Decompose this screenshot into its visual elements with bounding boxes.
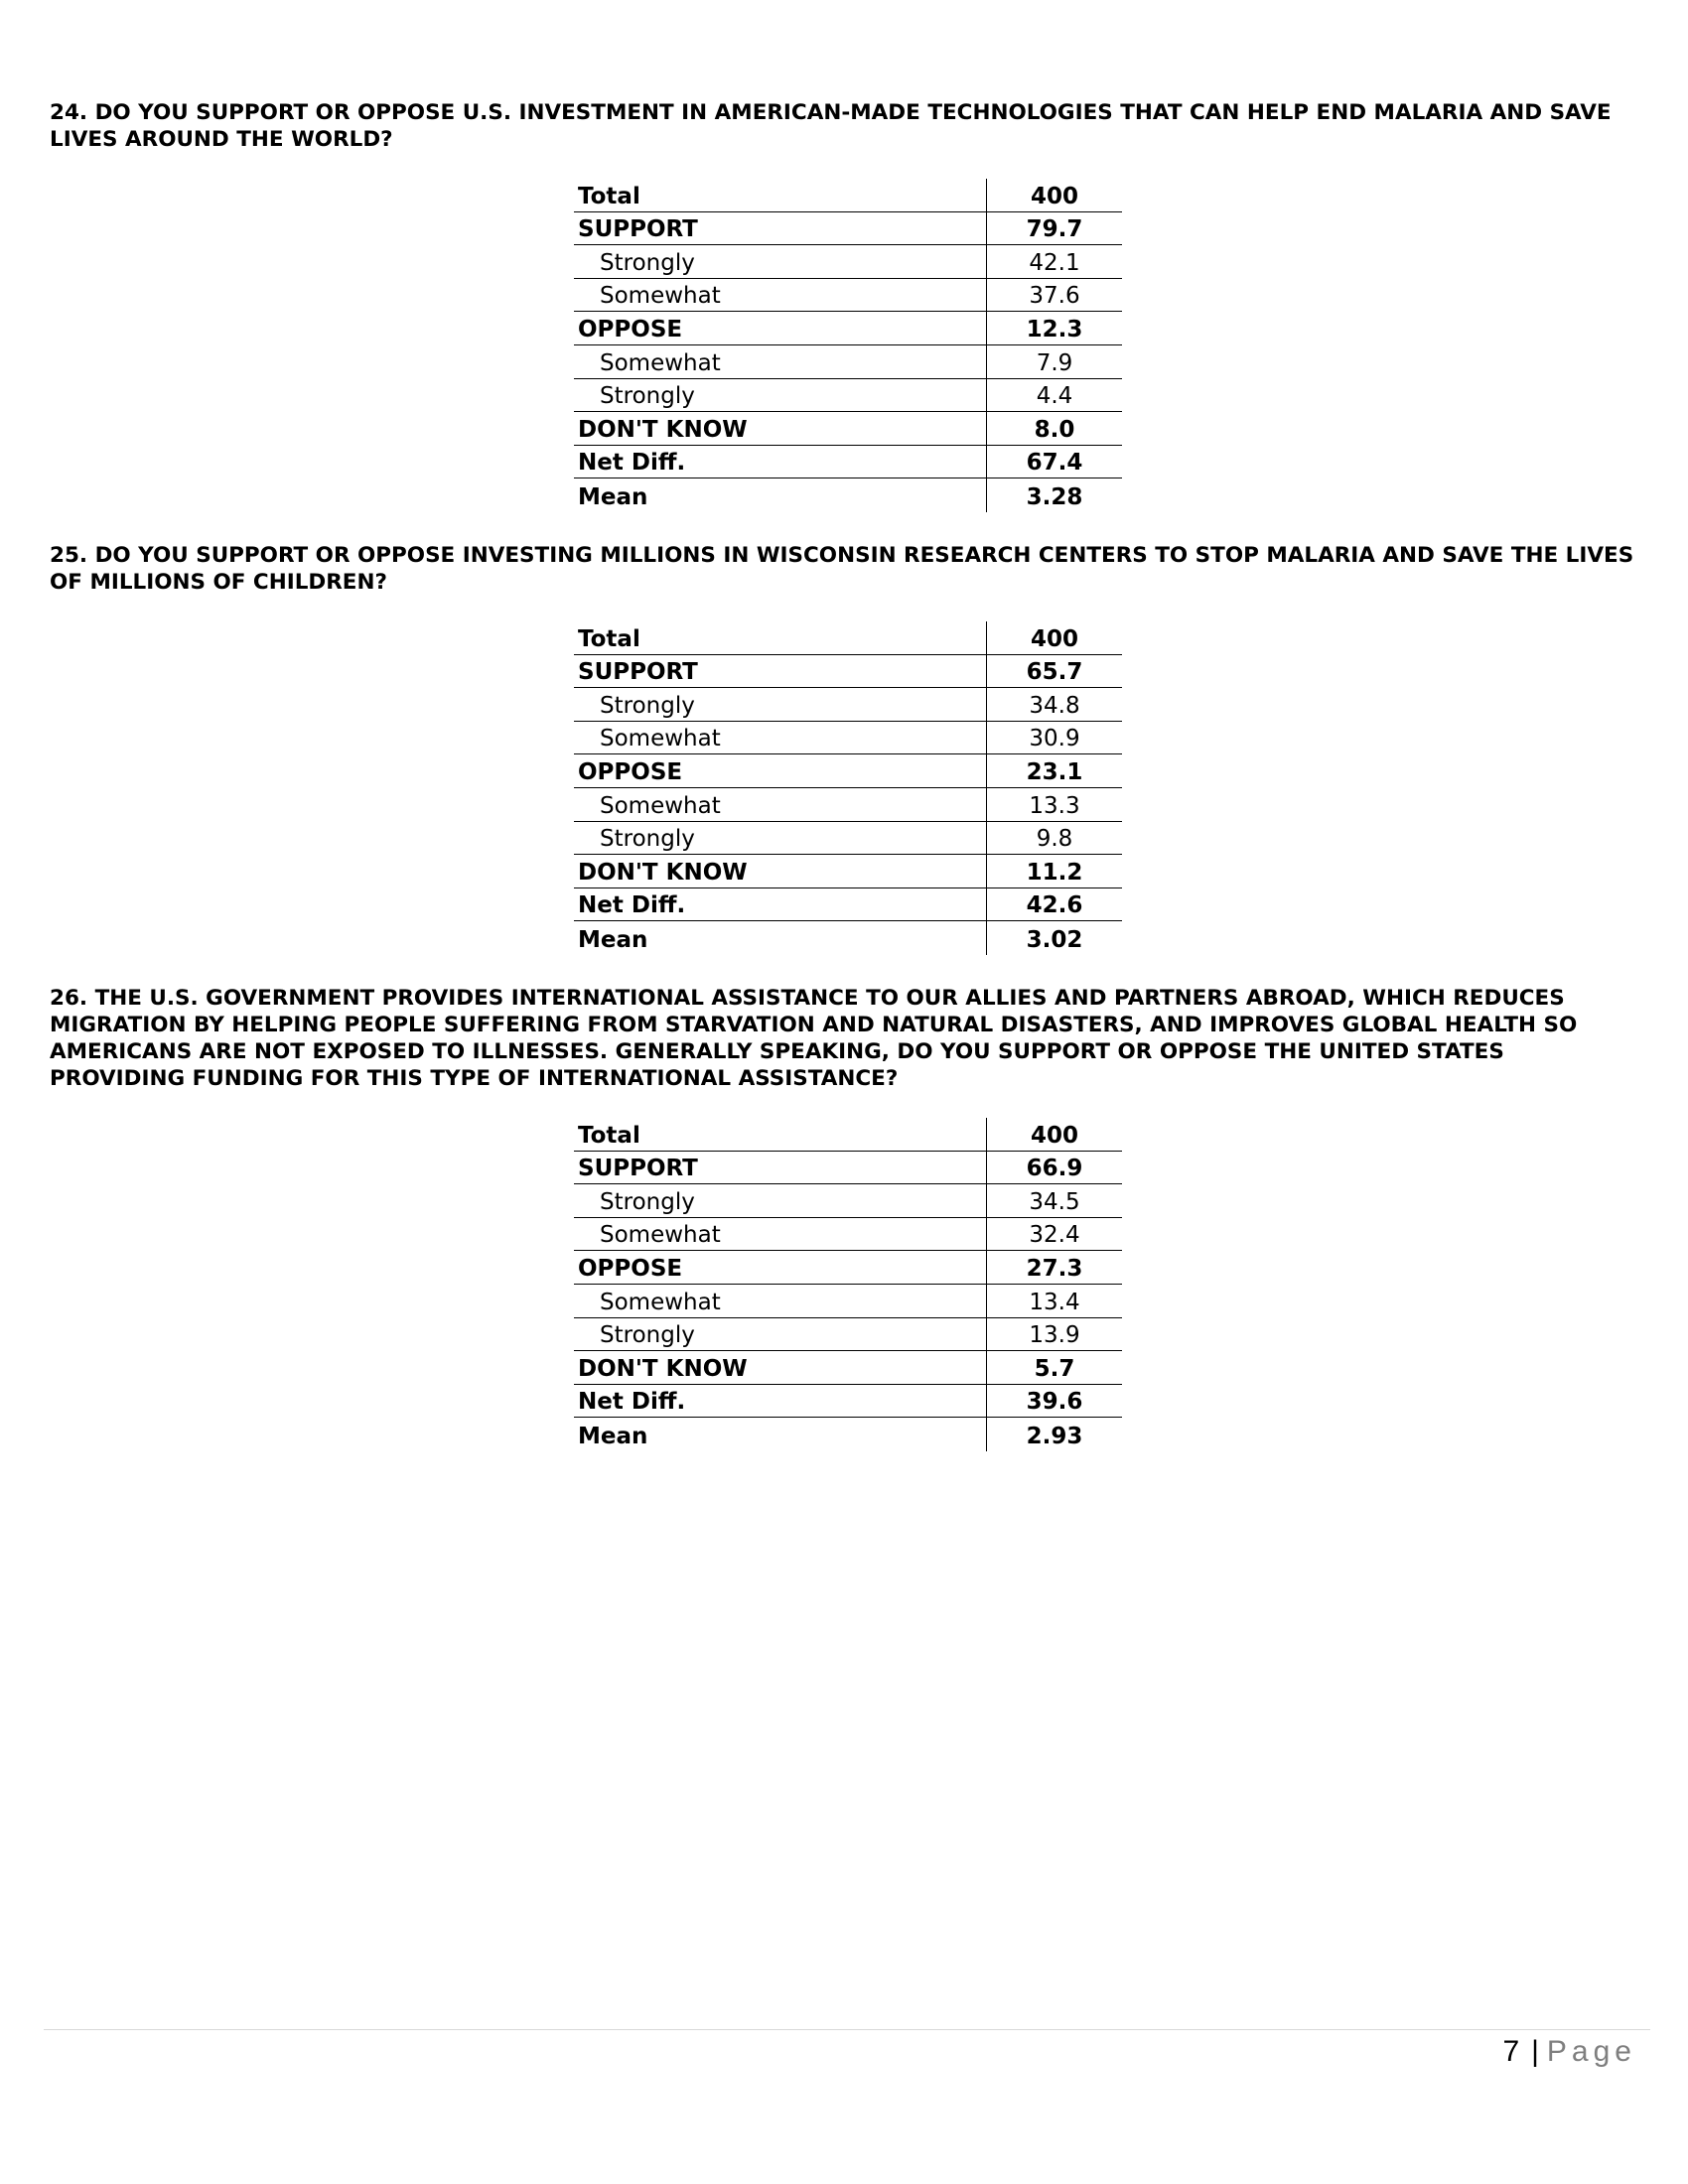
- table-row: [574, 722, 1122, 755]
- row-value: 37.6: [986, 279, 1122, 312]
- row-label: DON'T KNOW: [578, 859, 748, 886]
- row-value: 67.4: [986, 446, 1122, 478]
- row-value: 32.4: [986, 1218, 1122, 1251]
- table-row: [574, 1418, 1122, 1451]
- table-row: [574, 655, 1122, 689]
- row-value: 27.3: [986, 1251, 1122, 1284]
- row-label: Somewhat: [600, 283, 721, 310]
- row-value: 8.0: [986, 412, 1122, 445]
- row-value: 42.6: [986, 888, 1122, 921]
- question-24-text: 24. DO YOU SUPPORT OR OPPOSE U.S. INVESTMENT IN AMERICAN-MADE TECHNOLOGIES THAT CAN HELP END MALARIA AND SAVE LIVES AROUND THE WORLD?: [50, 100, 1612, 152]
- row-value: 30.9: [986, 722, 1122, 754]
- table-row: [574, 788, 1122, 822]
- row-value: 4.4: [986, 379, 1122, 412]
- table-row: [574, 312, 1122, 345]
- row-label: Strongly: [600, 692, 695, 719]
- table-row: [574, 888, 1122, 922]
- table-row: [574, 212, 1122, 246]
- results-table-q25: [574, 621, 1122, 955]
- row-label: Mean: [578, 1423, 648, 1449]
- table-row: [574, 1318, 1122, 1352]
- row-label: Strongly: [600, 826, 695, 853]
- row-label: Mean: [578, 926, 648, 953]
- row-value: 5.7: [986, 1351, 1122, 1384]
- row-value: 65.7: [986, 655, 1122, 688]
- row-label: Net Diff.: [578, 450, 686, 477]
- row-label: Strongly: [600, 383, 695, 410]
- row-value: 79.7: [986, 212, 1122, 245]
- row-label: DON'T KNOW: [578, 1355, 748, 1382]
- table-row: [574, 245, 1122, 279]
- table-row: [574, 279, 1122, 313]
- row-value: 400: [986, 1118, 1122, 1151]
- row-value: 400: [986, 179, 1122, 211]
- row-value: 400: [986, 621, 1122, 654]
- table-row: [574, 1351, 1122, 1385]
- row-value: 23.1: [986, 754, 1122, 787]
- row-label: Net Diff.: [578, 892, 686, 919]
- table-row: [574, 478, 1122, 512]
- row-value: 9.8: [986, 822, 1122, 855]
- table-row: [574, 855, 1122, 888]
- table-row: [574, 754, 1122, 788]
- row-value: 7.9: [986, 345, 1122, 378]
- row-label: Total: [578, 183, 640, 209]
- page-footer: [1502, 2035, 1636, 2069]
- row-label: Total: [578, 625, 640, 652]
- row-value: 66.9: [986, 1152, 1122, 1184]
- row-label: Somewhat: [600, 1289, 721, 1315]
- table-row: [574, 1184, 1122, 1218]
- question-25-text: 25. DO YOU SUPPORT OR OPPOSE INVESTING MILLIONS IN WISCONSIN RESEARCH CENTERS TO STOP MALARIA AND SAVE THE LIVES OF MILLIONS OF CHILDREN?: [50, 543, 1634, 595]
- table-row: [574, 345, 1122, 379]
- row-label: SUPPORT: [578, 1156, 698, 1182]
- table-row: [574, 688, 1122, 722]
- table-row: [574, 1118, 1122, 1152]
- table-row: [574, 921, 1122, 955]
- table-row: [574, 621, 1122, 655]
- page-separator: |: [1531, 2035, 1541, 2068]
- results-table-q24: [574, 179, 1122, 512]
- row-label: Somewhat: [600, 1222, 721, 1249]
- row-value: 13.3: [986, 788, 1122, 821]
- row-label: Strongly: [600, 1322, 695, 1349]
- row-label: OPPOSE: [578, 316, 683, 342]
- row-label: Somewhat: [600, 349, 721, 376]
- row-label: Mean: [578, 483, 648, 510]
- row-value: 13.9: [986, 1318, 1122, 1351]
- row-value: 13.4: [986, 1285, 1122, 1317]
- row-value: 12.3: [986, 312, 1122, 344]
- row-value: 42.1: [986, 245, 1122, 278]
- table-row: [574, 1385, 1122, 1419]
- row-value: 34.8: [986, 688, 1122, 721]
- table-row: [574, 1251, 1122, 1285]
- results-table-q26: [574, 1118, 1122, 1451]
- row-label: SUPPORT: [578, 659, 698, 686]
- row-value: 11.2: [986, 855, 1122, 887]
- row-label: OPPOSE: [578, 758, 683, 785]
- row-label: SUPPORT: [578, 216, 698, 243]
- table-row: [574, 1285, 1122, 1318]
- question-26-text: 26. THE U.S. GOVERNMENT PROVIDES INTERNATIONAL ASSISTANCE TO OUR ALLIES AND PARTNERS ABROAD, WHICH REDUCES MIGRATION BY HELPING PEOPLE SUFFERING FROM STARVATION AND NATURAL DISASTERS, AND IMPROVES GLOBAL HEALTH SO AMERICANS ARE NOT EXPOSED TO ILLNESSES. GENERALLY SPEAKING, DO YOU SUPPORT OR OPPOSE THE UNITED STATES PROVIDING FUNDING FOR THIS TYPE OF INTERNATIONAL ASSISTANCE?: [50, 986, 1578, 1091]
- table-row: [574, 1152, 1122, 1185]
- footer-divider: [44, 2029, 1650, 2030]
- row-value: 3.02: [986, 921, 1122, 955]
- row-label: Strongly: [600, 1188, 695, 1215]
- table-row: [574, 412, 1122, 446]
- table-row: [574, 446, 1122, 479]
- table-row: [574, 1218, 1122, 1252]
- page-word: Page: [1546, 2035, 1636, 2068]
- row-label: Total: [578, 1122, 640, 1149]
- row-value: 3.28: [986, 478, 1122, 512]
- table-row: [574, 822, 1122, 856]
- row-label: Strongly: [600, 249, 695, 276]
- table-row: [574, 379, 1122, 413]
- row-label: OPPOSE: [578, 1255, 683, 1282]
- row-label: DON'T KNOW: [578, 416, 748, 443]
- page-number: 7: [1502, 2035, 1522, 2068]
- table-row: [574, 179, 1122, 212]
- row-value: 34.5: [986, 1184, 1122, 1217]
- row-label: Somewhat: [600, 726, 721, 752]
- row-label: Somewhat: [600, 792, 721, 819]
- row-value: 39.6: [986, 1385, 1122, 1418]
- row-value: 2.93: [986, 1418, 1122, 1451]
- row-label: Net Diff.: [578, 1389, 686, 1416]
